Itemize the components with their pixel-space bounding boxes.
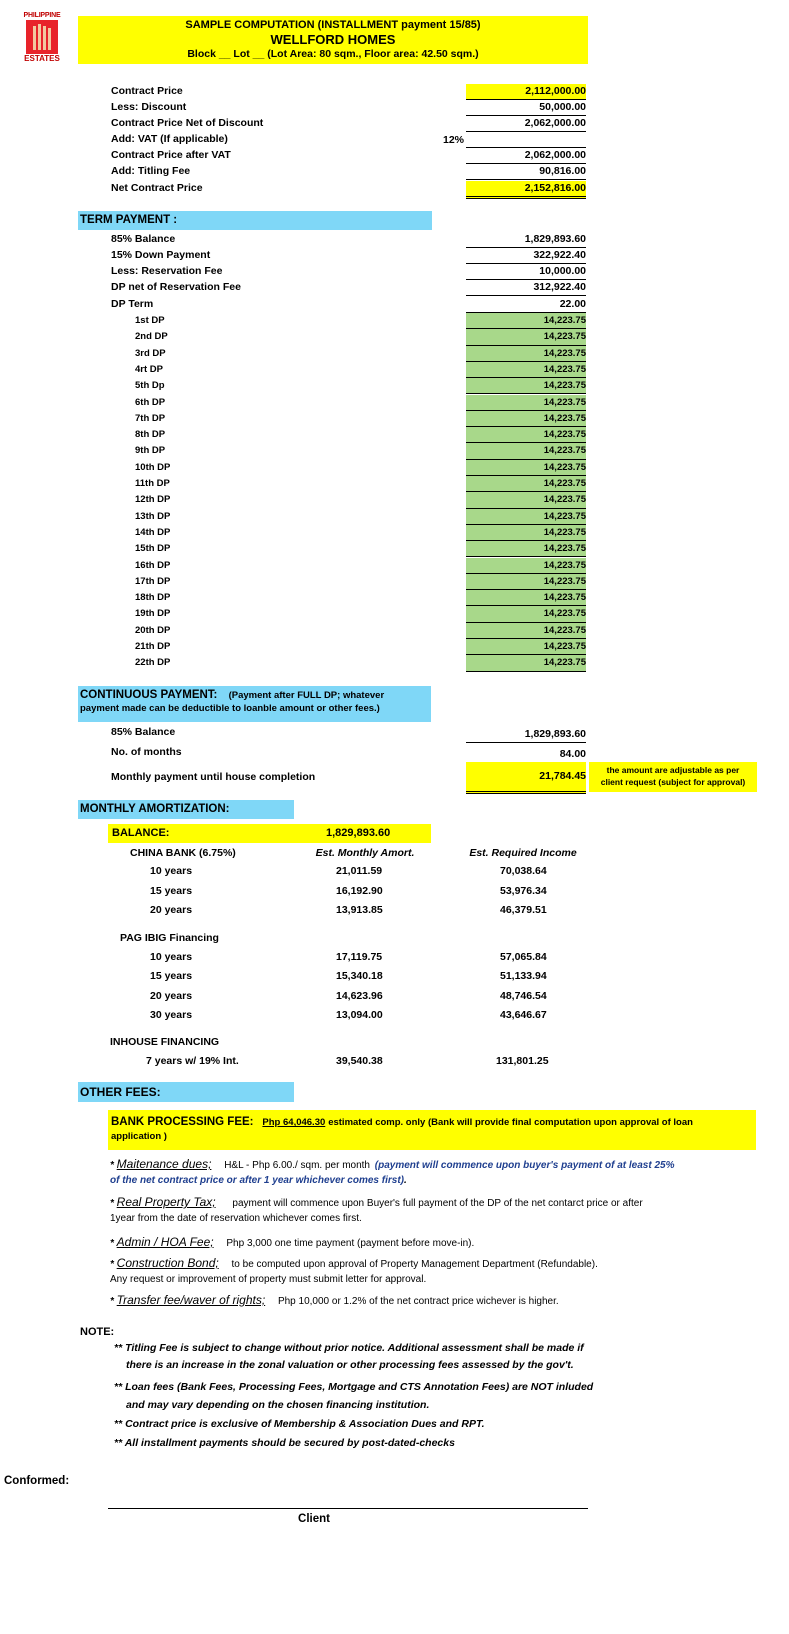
price-row-label: Contract Price bbox=[111, 85, 183, 97]
dp-row-label: 18th DP bbox=[135, 592, 171, 604]
china-bank-label: CHINA BANK (6.75%) bbox=[130, 847, 236, 859]
dp-row-label: 13th DP bbox=[135, 510, 171, 522]
inhouse-income: 131,801.25 bbox=[496, 1055, 549, 1067]
tax-text-2: 1year from the date of reservation whichever comes first. bbox=[110, 1213, 362, 1224]
pagibig-monthly: 15,340.18 bbox=[336, 970, 383, 983]
tax-line: * Real Property Tax; payment will commence upon Buyer's full payment of the DP of the net contarct price or after bbox=[110, 1195, 643, 1209]
term-row-value: 322,922.40 bbox=[466, 248, 586, 264]
dp-row-value: 14,223.75 bbox=[466, 395, 586, 411]
dp-row-label: 7th DP bbox=[135, 412, 166, 424]
dp-row-label: 3rd DP bbox=[135, 347, 166, 359]
pagibig-term: 20 years bbox=[150, 989, 193, 1002]
logo-text-top: PHILIPPINE bbox=[23, 12, 61, 19]
continuous-heading: CONTINUOUS PAYMENT: bbox=[80, 689, 218, 701]
dp-row-label: 10th DP bbox=[135, 461, 171, 473]
term-row-value: 10,000.00 bbox=[466, 264, 586, 280]
price-row-value: 50,000.00 bbox=[466, 100, 586, 116]
logo-text-bottom: ESTATES bbox=[24, 54, 60, 63]
dp-row-value: 14,223.75 bbox=[466, 639, 586, 655]
dp-row-label: 21th DP bbox=[135, 641, 171, 652]
price-row-value: 90,816.00 bbox=[466, 164, 586, 180]
pagibig-term: 10 years bbox=[150, 951, 193, 963]
term-row-label: Less: Reservation Fee bbox=[111, 265, 223, 277]
dp-row-label: 12th DP bbox=[135, 494, 171, 506]
admin-line: * Admin / HOA Fee; Php 3,000 one time payment (payment before move-in). bbox=[110, 1235, 475, 1249]
other-fees-heading: OTHER FEES: bbox=[78, 1082, 294, 1102]
dp-row-label: 6th DP bbox=[135, 396, 166, 408]
header-title: SAMPLE COMPUTATION (INSTALLMENT payment 15/85) bbox=[185, 19, 481, 31]
maintenance-blue-2-text: of the net contract price or after 1 year whichever comes first) bbox=[110, 1175, 404, 1186]
china-term: 20 years bbox=[150, 904, 193, 916]
col-income-header: Est. Required Income bbox=[469, 847, 577, 859]
dp-row-value: 14,223.75 bbox=[466, 313, 586, 329]
price-row-label: Net Contract Price bbox=[111, 182, 203, 194]
china-income: 53,976.34 bbox=[500, 884, 547, 897]
company-logo bbox=[18, 12, 66, 66]
china-term: 15 years bbox=[150, 884, 193, 897]
inhouse-term: 7 years w/ 19% Int. bbox=[146, 1055, 239, 1067]
continuous-balance-label: 85% Balance bbox=[111, 726, 176, 738]
client-label: Client bbox=[298, 1513, 330, 1525]
pagibig-monthly: 17,119.75 bbox=[336, 951, 383, 963]
dp-row-value: 14,223.75 bbox=[466, 378, 586, 394]
building-icon bbox=[26, 20, 58, 54]
amort-balance-bar bbox=[108, 824, 431, 843]
note-1a: ** Titling Fee is subject to change without prior notice. Additional assessment shall be made if bbox=[114, 1342, 584, 1354]
adjustable-note-2: client request (subject for approval) bbox=[600, 777, 746, 787]
pagibig-term: 15 years bbox=[150, 970, 193, 983]
dp-row-value: 14,223.75 bbox=[466, 623, 586, 639]
china-monthly: 21,011.59 bbox=[336, 865, 383, 877]
admin-title: Admin / HOA Fee; bbox=[116, 1235, 214, 1249]
dp-row-value: 14,223.75 bbox=[466, 541, 586, 557]
dp-row-label: 11th DP bbox=[135, 478, 170, 489]
note-heading: NOTE: bbox=[80, 1326, 115, 1338]
dp-row-value: 14,223.75 bbox=[466, 655, 586, 671]
china-monthly: 16,192.90 bbox=[336, 884, 383, 897]
term-row-label: 15% Down Payment bbox=[111, 249, 211, 261]
note-2a: ** Loan fees (Bank Fees, Processing Fees, Mortgage and CTS Annotation Fees) are NOT inluded bbox=[114, 1381, 594, 1393]
dp-row-value: 14,223.75 bbox=[466, 411, 586, 427]
pagibig-monthly: 13,094.00 bbox=[336, 1008, 383, 1021]
dp-row-value: 14,223.75 bbox=[466, 558, 586, 574]
header-unit: Block __ Lot __ (Lot Area: 80 sqm., Floor area: 42.50 sqm.) bbox=[187, 48, 479, 60]
pagibig-income: 51,133.94 bbox=[500, 970, 547, 983]
maintenance-line: * Maitenance dues; H&L - Php 6.00./ sqm. per month (payment will commence upon buyer's payment of at least 25% bbox=[110, 1157, 675, 1171]
price-row-value: 2,152,816.00 bbox=[466, 181, 586, 199]
dp-row-value: 14,223.75 bbox=[466, 590, 586, 606]
bank-fee-text-2: application ) bbox=[111, 1131, 167, 1142]
bond-title: Construction Bond; bbox=[116, 1256, 219, 1270]
logo-mark bbox=[26, 20, 58, 54]
bank-fee-amount: Php 64,046.30 bbox=[262, 1117, 326, 1128]
term-heading: TERM PAYMENT : bbox=[78, 211, 432, 230]
dp-row-value: 14,223.75 bbox=[466, 476, 586, 492]
term-row-value: 1,829,893.60 bbox=[466, 232, 586, 248]
note-2b: and may vary depending on the chosen financing institution. bbox=[126, 1399, 430, 1411]
monthly-value: 21,784.45 bbox=[466, 762, 586, 794]
maintenance-blue: (payment will commence upon buyer's payment of at least 25% bbox=[374, 1160, 675, 1171]
conformed-label: Conformed: bbox=[4, 1475, 70, 1487]
dp-row-label: 2nd DP bbox=[135, 331, 168, 343]
inhouse-monthly: 39,540.38 bbox=[336, 1055, 383, 1067]
price-row-value: 2,112,000.00 bbox=[466, 84, 586, 100]
dp-row-value: 14,223.75 bbox=[466, 492, 586, 508]
monthly-label: Monthly payment until house completion bbox=[111, 771, 316, 783]
bank-fee-text: estimated comp. only (Bank will provide final computation upon approval of loan bbox=[328, 1117, 693, 1128]
dp-row-label: 9th DP bbox=[135, 445, 166, 457]
dp-row-label: 20th DP bbox=[135, 624, 171, 636]
china-income: 46,379.51 bbox=[500, 904, 547, 916]
months-value: 84.00 bbox=[466, 747, 586, 763]
continuous-heading-box bbox=[78, 686, 431, 722]
dp-row-label: 15th DP bbox=[135, 543, 171, 555]
maintenance-text: H&L - Php 6.00./ sqm. per month bbox=[224, 1160, 370, 1171]
dp-row-label: 19th DP bbox=[135, 608, 171, 620]
pagibig-term: 30 years bbox=[150, 1008, 193, 1021]
header-block bbox=[78, 16, 588, 64]
maintenance-blue-2: of the net contract price or after 1 year whichever comes first). bbox=[110, 1175, 407, 1186]
pagibig-income: 57,065.84 bbox=[500, 951, 547, 963]
dp-row-label: 8th DP bbox=[135, 429, 166, 441]
china-monthly: 13,913.85 bbox=[336, 904, 383, 916]
dp-row-label: 4rt DP bbox=[135, 363, 163, 375]
dp-row-value: 14,223.75 bbox=[466, 427, 586, 443]
col-monthly-header: Est. Monthly Amort. bbox=[315, 847, 415, 859]
dp-row-label: 5th Dp bbox=[135, 380, 165, 392]
note-1b: there is an increase in the zonal valuation or other processing fees assessed by the gov't. bbox=[126, 1359, 574, 1371]
dp-row-value: 14,223.75 bbox=[466, 606, 586, 622]
note-3: ** Contract price is exclusive of Membership & Association Dues and RPT. bbox=[114, 1418, 485, 1430]
price-row-value: 2,062,000.00 bbox=[466, 116, 586, 132]
header-project: WELLFORD HOMES bbox=[270, 32, 396, 47]
price-row-label: Less: Discount bbox=[111, 101, 187, 113]
price-row-label: Contract Price after VAT bbox=[111, 149, 231, 161]
continuous-note-2: payment made can be deductible to loanble amount or other fees.) bbox=[80, 703, 380, 714]
dp-row-value: 14,223.75 bbox=[466, 362, 586, 378]
dp-row-value: 14,223.75 bbox=[466, 329, 586, 345]
dp-row-label: 1st DP bbox=[135, 315, 165, 326]
price-row-value bbox=[466, 132, 586, 148]
price-row-label: Add: VAT (If applicable) bbox=[111, 133, 228, 145]
continuous-note: (Payment after FULL DP; whatever bbox=[228, 690, 385, 701]
amort-heading: MONTHLY AMORTIZATION: bbox=[78, 800, 294, 819]
dp-row-value: 14,223.75 bbox=[466, 346, 586, 362]
bank-fee-label: BANK PROCESSING FEE: bbox=[111, 1116, 254, 1128]
pagibig-label: PAG IBIG Financing bbox=[120, 932, 219, 944]
vat-rate: 12% bbox=[442, 134, 464, 146]
admin-text: Php 3,000 one time payment (payment before move-in). bbox=[226, 1238, 475, 1249]
bond-line: * Construction Bond; to be computed upon approval of Property Management Department (Refundable). bbox=[110, 1256, 598, 1270]
amort-balance-label: BALANCE: bbox=[112, 827, 170, 839]
china-income: 70,038.64 bbox=[500, 865, 547, 877]
tax-title: Real Property Tax; bbox=[116, 1195, 216, 1209]
note-4: ** All installment payments should be secured by post-dated-checks bbox=[114, 1437, 455, 1449]
months-label: No. of months bbox=[111, 746, 182, 758]
maintenance-title: Maitenance dues; bbox=[116, 1157, 212, 1171]
price-row-value: 2,062,000.00 bbox=[466, 148, 586, 164]
term-row-label: DP Term bbox=[111, 298, 154, 310]
dp-row-label: 16th DP bbox=[135, 559, 171, 571]
term-row-label: 85% Balance bbox=[111, 233, 176, 245]
dp-row-value: 14,223.75 bbox=[466, 460, 586, 476]
dp-row-label: 14th DP bbox=[135, 526, 171, 538]
signature-line bbox=[108, 1508, 588, 1509]
tax-text: payment will commence upon Buyer's full payment of the DP of the net contarct price or after bbox=[232, 1198, 643, 1209]
adjustable-note bbox=[589, 762, 757, 792]
dp-row-label: 17th DP bbox=[135, 575, 171, 587]
pagibig-income: 43,646.67 bbox=[500, 1008, 547, 1021]
term-row-value: 22.00 bbox=[466, 297, 586, 313]
dp-row-value: 14,223.75 bbox=[466, 509, 586, 525]
transfer-title: Transfer fee/waver of rights; bbox=[116, 1293, 266, 1307]
transfer-text: Php 10,000 or 1.2% of the net contract price wichever is higher. bbox=[277, 1296, 559, 1307]
term-row-label: DP net of Reservation Fee bbox=[111, 281, 241, 293]
price-row-label: Contract Price Net of Discount bbox=[111, 117, 264, 129]
pagibig-income: 48,746.54 bbox=[500, 989, 547, 1002]
bank-fee-box bbox=[108, 1110, 756, 1150]
bond-text: to be computed upon approval of Property Management Department (Refundable). bbox=[231, 1259, 598, 1270]
dp-row-value: 14,223.75 bbox=[466, 443, 586, 459]
dp-row-value: 14,223.75 bbox=[466, 574, 586, 590]
amort-balance-value: 1,829,893.60 bbox=[326, 827, 391, 839]
bond-text-2: Any request or improvement of property must submit letter for approval. bbox=[110, 1274, 427, 1285]
pagibig-monthly: 14,623.96 bbox=[336, 989, 383, 1002]
term-row-value: 312,922.40 bbox=[466, 280, 586, 296]
continuous-balance-value: 1,829,893.60 bbox=[466, 727, 586, 743]
price-row-label: Add: Titling Fee bbox=[111, 165, 191, 177]
dp-row-value: 14,223.75 bbox=[466, 525, 586, 541]
adjustable-note-1: the amount are adjustable as per bbox=[606, 765, 740, 775]
china-term: 10 years bbox=[150, 865, 193, 877]
dp-row-label: 22th DP bbox=[135, 657, 171, 669]
transfer-line: * Transfer fee/waver of rights; Php 10,000 or 1.2% of the net contract price wichever is higher. bbox=[110, 1293, 559, 1307]
inhouse-label: INHOUSE FINANCING bbox=[110, 1036, 220, 1048]
